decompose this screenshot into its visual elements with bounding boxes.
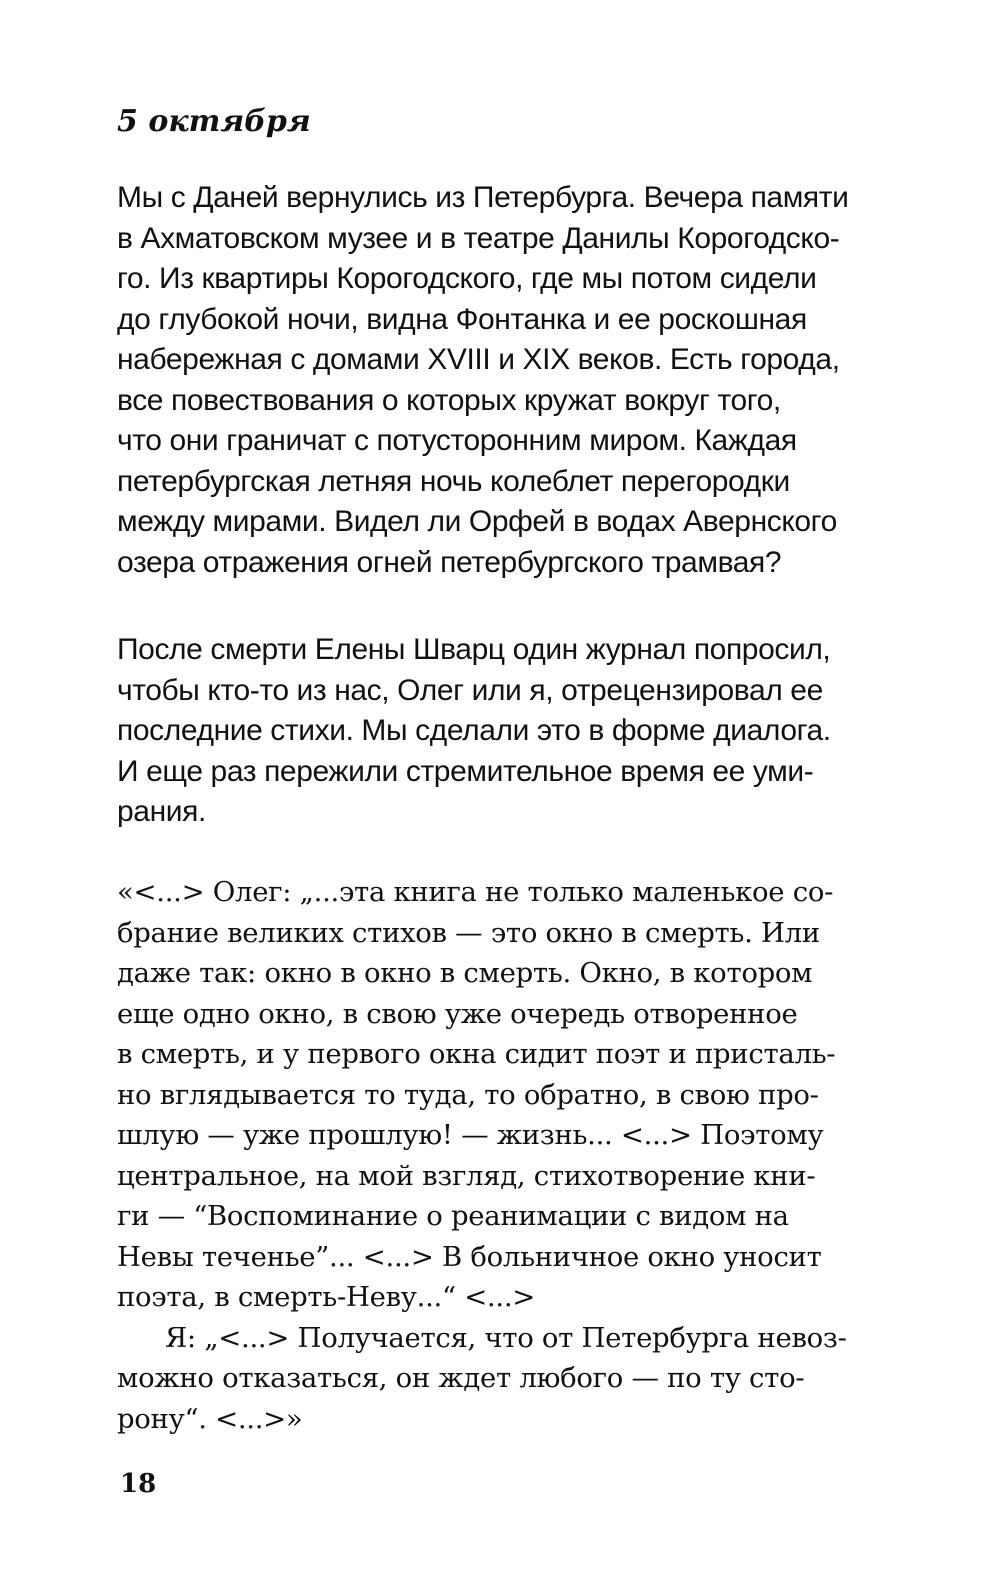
page-number: 18 — [120, 1469, 157, 1499]
text-line: Я: „<...> Получается, что от Петербурга невоз- — [165, 1321, 847, 1354]
text-line: что они граничат с потусторонним миром. Каждая — [117, 424, 797, 457]
text-line: шлую — уже прошлую! — жизнь... <...> Поэтому — [117, 1119, 824, 1151]
text-line: брание великих стихов — это окно в смерть. Или — [117, 916, 820, 949]
text-line: между мирами. Видел ли Орфей в водах Авернского — [117, 505, 837, 538]
text-line: в Ахматовском музее и в театре Данилы Корогодско- — [117, 221, 840, 255]
text-line: чтобы кто-то из нас, Олег или я, отрецензировал ее — [117, 673, 823, 707]
text-line: петербургская летняя ночь колеблет перегородки — [117, 464, 790, 498]
text-line: «<...> Олег: „...эта книга не только маленькое со- — [117, 876, 834, 908]
text-line: центральное, на мой взгляд, стихотворение кни- — [117, 1159, 816, 1192]
entry-date: 5 октября — [117, 104, 311, 139]
text-line: Мы с Даней вернулись из Петербурга. Вечера памяти — [117, 181, 849, 214]
text-line: все повествования о которых кружат вокруг того, — [117, 383, 781, 417]
text-line: можно отказаться, он ждет любого — по ту сто- — [117, 1362, 805, 1394]
text-line: поэта, в смерть-Неву...“ <...> — [117, 1281, 536, 1313]
text-line: в смерть, и у первого окна сидит поэт и присталь- — [117, 1038, 836, 1070]
text-line: Невы теченье”... <...> В больничное окно уносит — [117, 1240, 822, 1273]
text-line: последние стихи. Мы сделали это в форме диалога. — [117, 714, 831, 747]
text-line: озера отражения огней петербургского трамвая? — [117, 545, 782, 579]
text-line: И еще раз пережили стремительное время ее уми- — [117, 754, 814, 788]
paragraph-return-from-petersburg — [117, 178, 892, 583]
text-line: еще одно окно, в свою уже очередь отворенное — [117, 997, 798, 1030]
text-line: даже так: окно в окно в смерть. Окно, в котором — [117, 957, 813, 989]
text-line: рону“. <...>» — [117, 1402, 303, 1435]
text-line: го. Из квартиры Корогодского, где мы потом сидели — [117, 262, 817, 295]
text-line: рания. — [117, 795, 206, 828]
text-line: но вглядывается то туда, то обратно, в свою про- — [117, 1078, 819, 1111]
text-line: ги — “Воспоминание о реанимации с видом на — [117, 1200, 789, 1232]
text-line: набережная с домами XVIII и XIX веков. Есть города, — [117, 343, 840, 376]
text-line: до глубокой ночи, видна Фонтанка и ее роскошная — [117, 302, 807, 336]
quote-oleg — [117, 872, 892, 1439]
paragraph-review — [117, 630, 892, 833]
text-line: После смерти Елены Шварц один журнал попросил, — [117, 633, 831, 666]
